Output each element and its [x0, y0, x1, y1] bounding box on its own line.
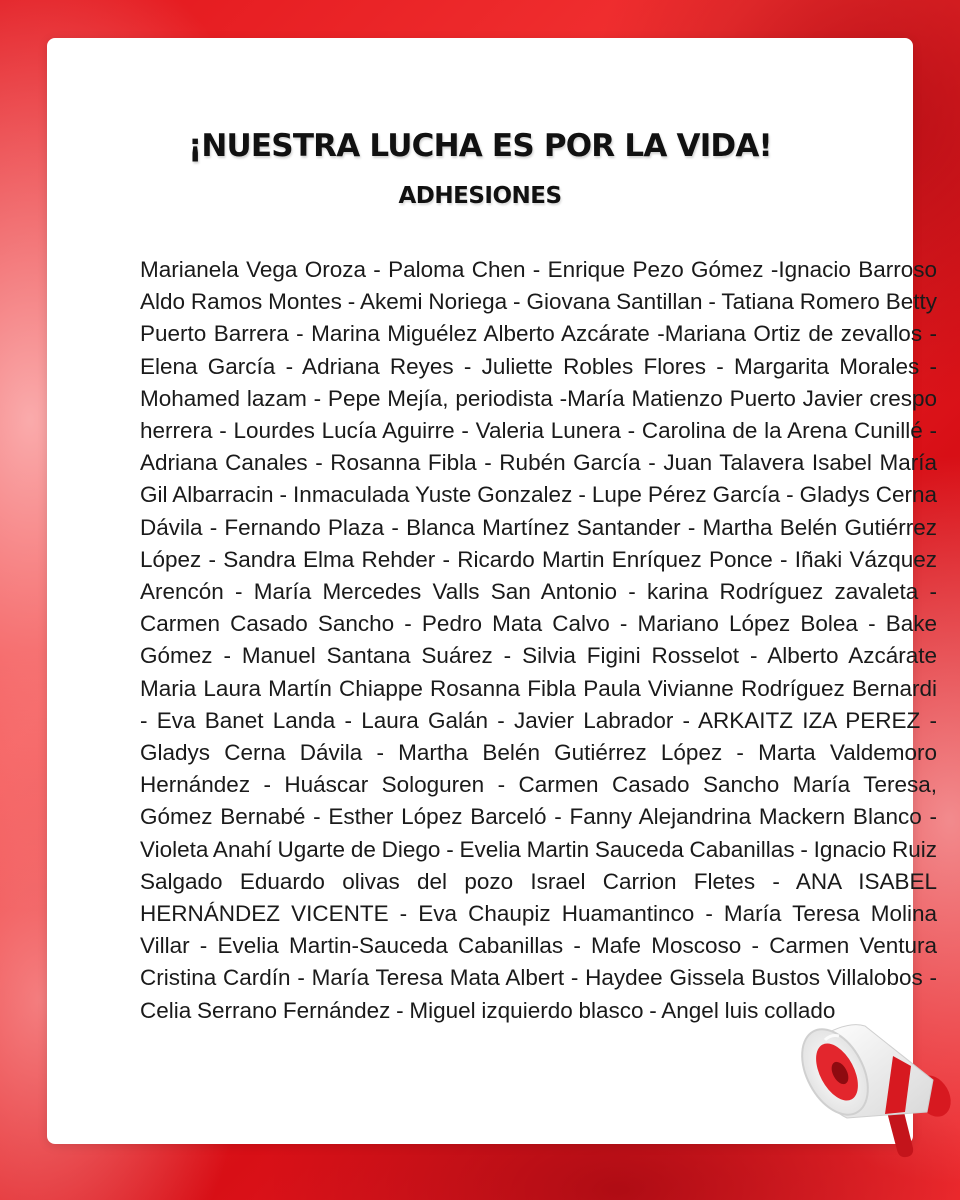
megaphone-icon	[795, 1000, 960, 1170]
adhesiones-list	[140, 254, 937, 1027]
section-subtitle: ADHESIONES	[398, 183, 562, 209]
content-card	[47, 38, 937, 1144]
adhesiones-text: Marianela Vega Oroza - Paloma Chen - Enrique Pezo Gómez -Ignacio Barroso Aldo Ramos Montes - Akemi Noriega - Giovana Santillan - Tatiana Romero Betty Puerto Barrera - Marina Miguélez Alberto Azcárate -Mariana Ortiz de zevallos - Elena García - Adriana Reyes - Juliette Robles Flores - Margarita Morales - Mohamed lazam - Pepe Mejía, periodista -María Matienzo Puerto Javier crespo herrera - Lourdes Lucía Aguirre - Valeria Lunera - Carolina de la Arena Cunillé - Adriana Canales - Rosanna Fibla - Rubén García - Juan Talavera Isabel María Gil Albarracin - Inmaculada Yuste Gonzalez - Lupe Pérez García - Gladys Cerna Dávila - Fernando Plaza - Blanca Martínez Santander - Martha Belén Gutiérrez López - Sandra Elma Rehder - Ricardo Martin Enríquez Ponce - Iñaki Vázquez Arencón - María Mercedes Valls San Antonio - karina Rodríguez zavaleta - Carmen Casado Sancho - Pedro Mata Calvo - Mariano López Bolea - Bake Gómez - Manuel Santana Suárez - Silvia Figini Rosselot - Alberto Azcárate Maria Laura Martín Chiappe Rosanna Fibla Paula Vivianne Rodríguez Bernardi - Eva Banet Landa - Laura Galán - Javier Labrador - ARKAITZ IZA PEREZ - Gladys Cerna Dávila - Martha Belén Gutiérrez López - Marta Valdemoro Hernández - Huáscar Sologuren - Carmen Casado Sancho María Teresa, Gómez Bernabé - Esther López Barceló - Fanny Alejandrina Mackern Blanco - Violeta Anahí Ugarte de Diego - Evelia Martin Sauceda Cabanillas - Ignacio Ruiz Salgado Eduardo olivas del pozo Israel Carrion Fletes - ANA ISABEL HERNÁNDEZ VICENTE - Eva Chaupiz Huamantinco - María Teresa Molina Villar - Evelia Martin-Sauceda Cabanillas - Mafe Moscoso - Carmen Ventura Cristina Cardín - María Teresa Mata Albert - Haydee Gissela Bustos Villalobos - Celia Serrano Fernández - Miguel izquierdo blasco - Angel luis collado	[140, 257, 937, 1023]
page-title: ¡NUESTRA LUCHA ES POR LA VIDA!	[188, 128, 772, 164]
